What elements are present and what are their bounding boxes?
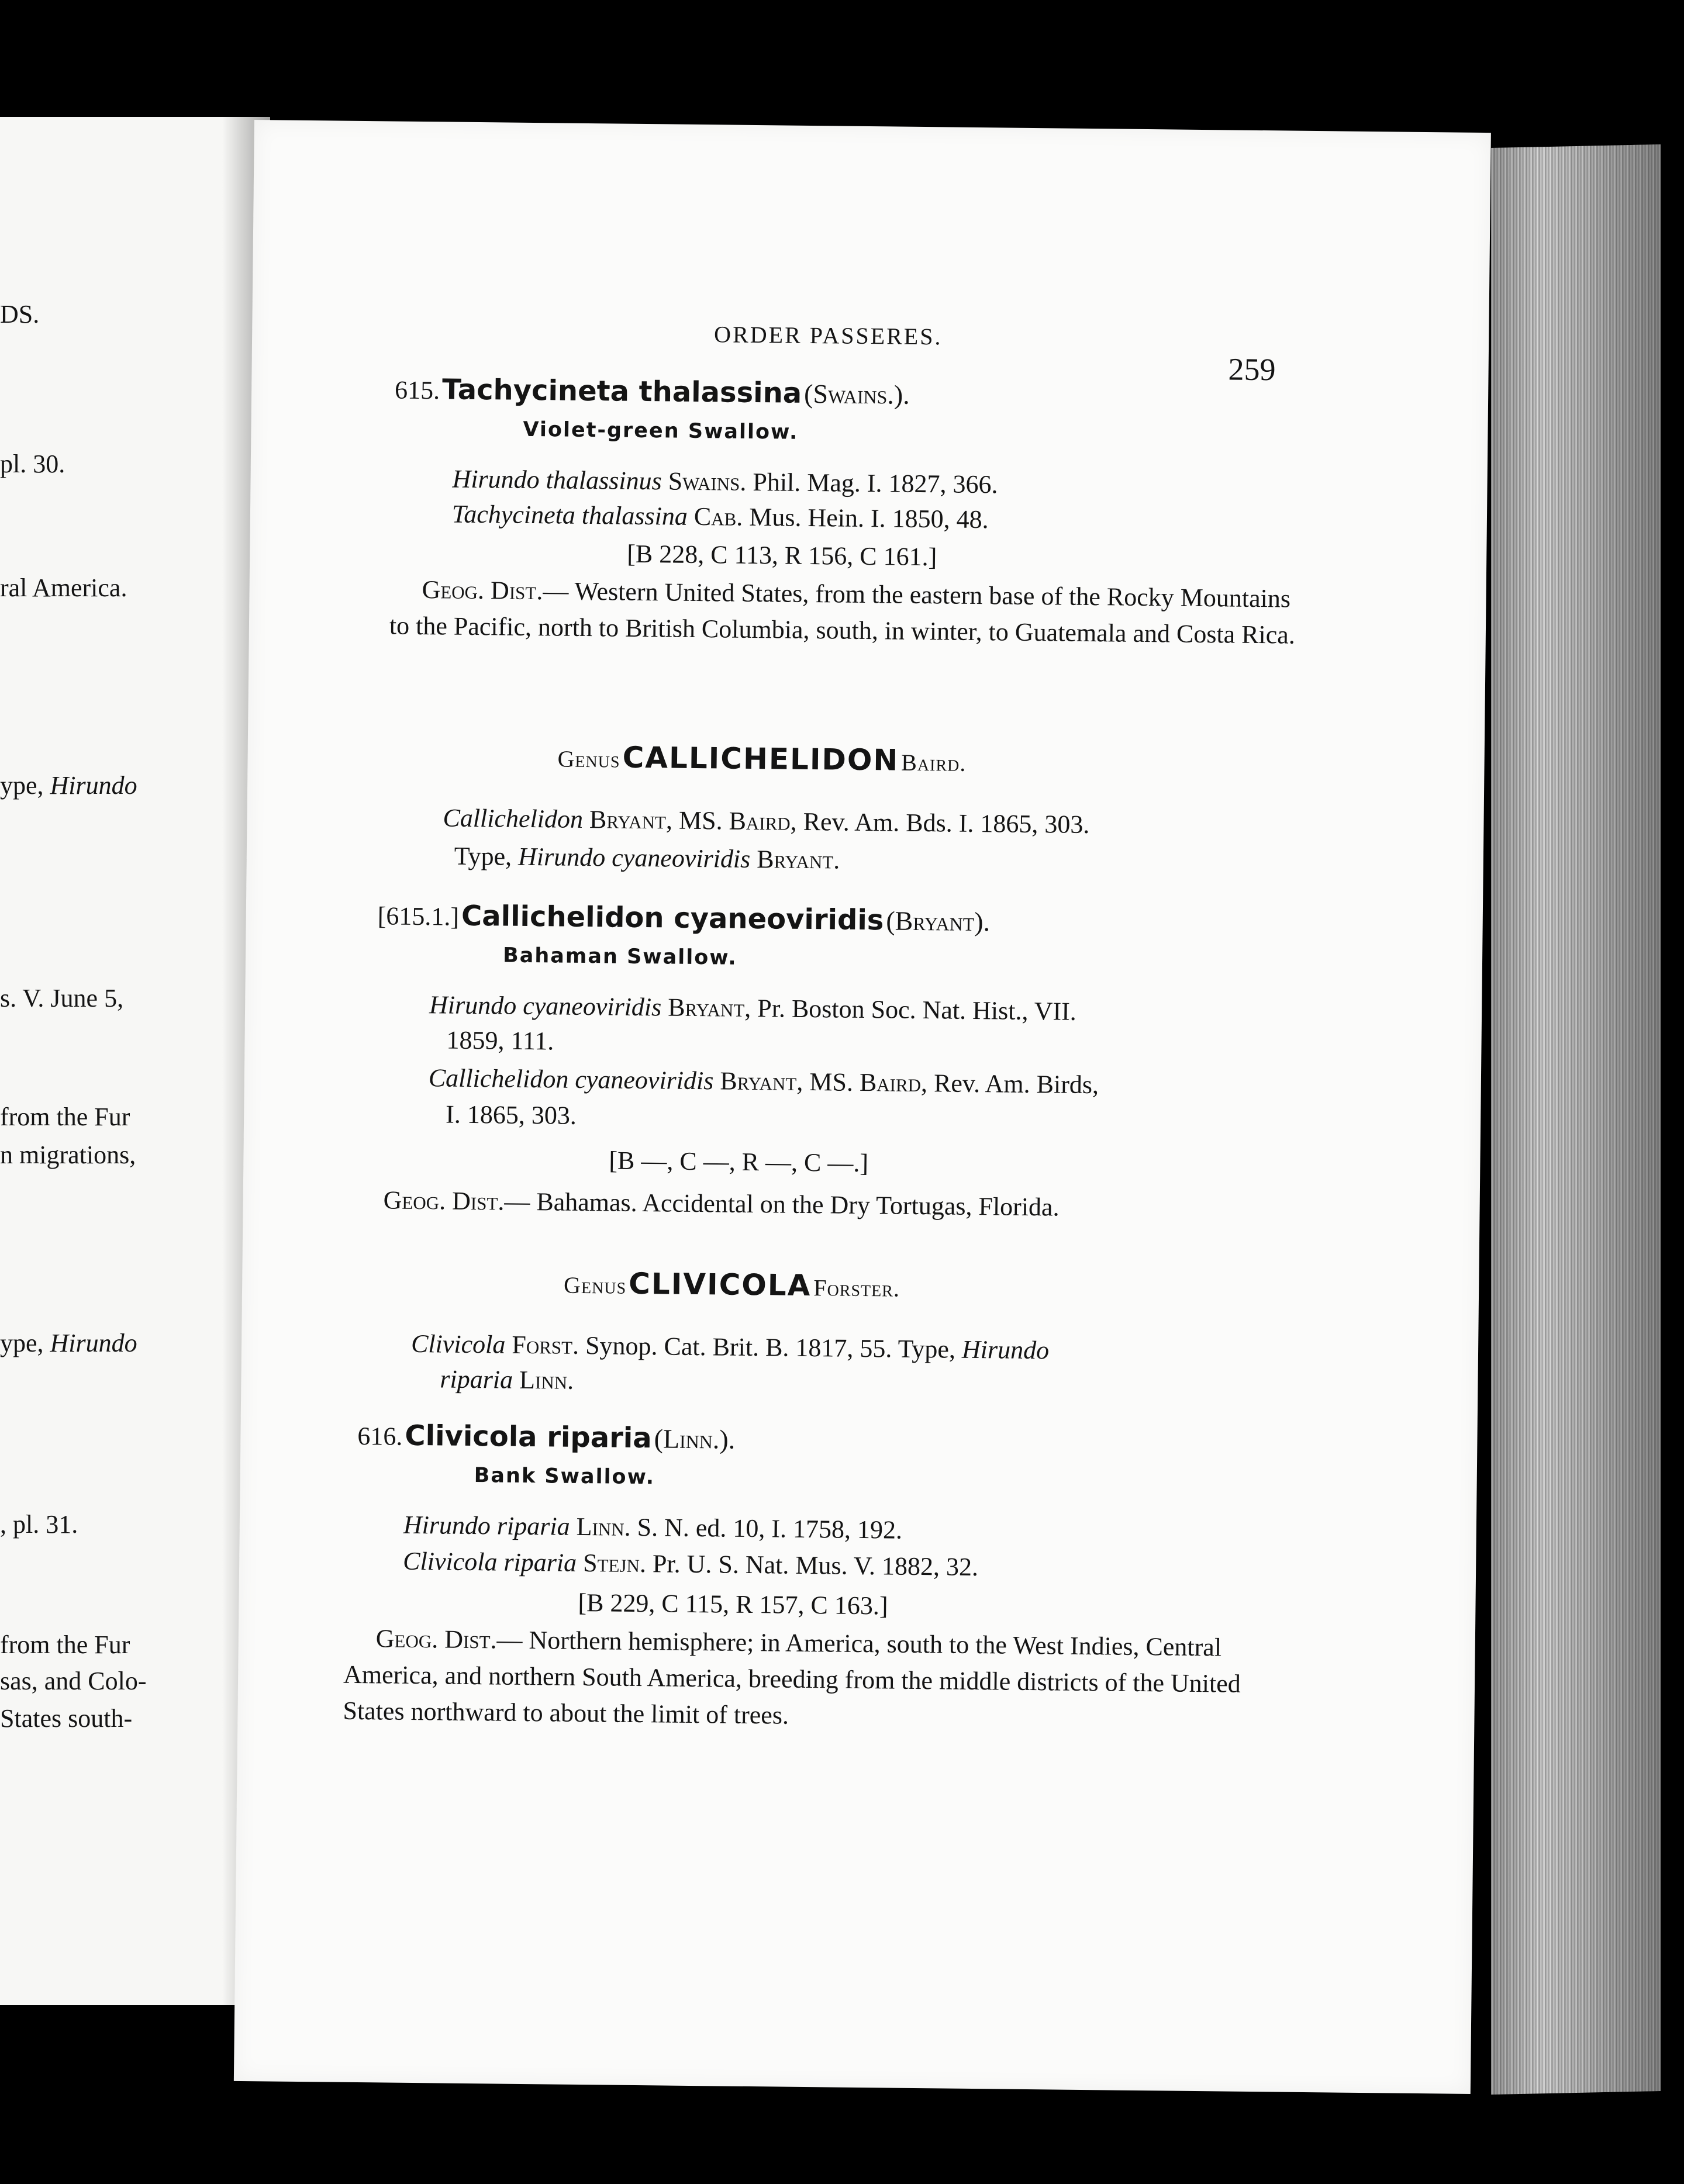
synonym-citation: Pr. Boston Soc. Nat. Hist., VII. [757,994,1077,1026]
genus-type-label: Type, [454,841,519,871]
genus-citation-author: Baird, [729,806,797,836]
synonym-line [429,1063,1099,1100]
left-fragment: States south- [0,1704,133,1733]
genus-label: Genus [563,1271,627,1299]
genus-citation-text: MS. [678,806,723,835]
genus-citation-continuation [440,1364,574,1395]
left-fragment: pl. 30. [0,450,65,478]
synonym-line [452,499,989,535]
genus-citation-author: Forst. [512,1330,579,1360]
genus-name: CALLICHELIDON [622,740,899,777]
left-fragment: from the Fur [0,1103,130,1131]
species-number: 616. [357,1421,403,1451]
synonym-citation: S. N. ed. 10, I. 1758, 192. [637,1512,903,1544]
synonym-author: Swains. [668,466,747,496]
synonym-author: Bryant, [720,1066,803,1096]
species-name: Callichelidon cyaneoviridis [461,899,884,937]
running-head: ORDER PASSERES. [713,321,943,350]
page-edges [1491,144,1661,2095]
synonym-citation: MS. [809,1067,854,1097]
synonym-author: Bryant, [668,993,751,1022]
synonym-author: Baird, [859,1067,928,1098]
species-number: [615.1.] [377,901,460,931]
reference-numbers: [B —, C —, R —, C —.] [609,1146,869,1178]
synonym-name: Callichelidon cyaneoviridis [428,1063,714,1096]
geo-label: Geog. Dist. [383,1186,505,1216]
synonym-continuation: I. 1865, 303. [445,1100,577,1130]
left-fragment: s. V. June 5, [0,984,124,1012]
genus-citation-text: Rev. Am. Bds. I. 1865, 303. [803,807,1090,839]
geo-text: — Western United States, from the eastern base of the Rocky Mountains to the Pacific, north to British Columbia, south, in winter, to Guatemala and Costa Rica. [389,576,1296,649]
synonym-name: Clivicola riparia [402,1546,577,1577]
genus-citation-name: Clivicola [410,1329,506,1359]
geo-text: — Bahamas. Accidental on the Dry Tortugas, Florida. [504,1187,1060,1222]
synonym-line [403,1546,978,1582]
synonym-author: Linn. [576,1512,631,1542]
geo-label: Geog. Dist. [375,1624,497,1654]
left-fragment [0,770,137,800]
left-fragment: , pl. 31. [0,1510,78,1539]
geo-text: — Northern hemisphere; in America, south to the West Indies, Central America, and northern South America, breeding from the middle districts of the United States northward to about the limit of trees. [343,1625,1241,1730]
species-name: Tachycineta thalassina [441,373,802,410]
geographic-distribution [383,1182,1319,1228]
synonym-citation: Pr. U. S. Nat. Mus. V. 1882, 32. [652,1549,979,1582]
synonym-author: Cab. [693,502,743,531]
species-name: Clivicola riparia [405,1419,652,1455]
page-edges-shade [1491,144,1661,2095]
genus-label: Genus [557,745,620,773]
species-author: (Swains.). [803,378,910,410]
genus-citation [443,803,1089,839]
synonym-citation: Mus. Hein. I. 1850, 48. [749,502,989,534]
genus-name: CLIVICOLA [628,1266,812,1303]
genus-type-author: Linn. [519,1365,574,1395]
genus-heading-callichelidon [557,739,966,777]
genus-author: Baird. [901,749,967,776]
left-fragment-italic: Hirundo [50,1329,137,1357]
left-fragment-italic: Hirundo [50,771,137,800]
species-heading-615 [395,373,910,411]
genus-citation [411,1329,1050,1365]
synonym-line [452,464,998,500]
geographic-distribution [343,1620,1297,1739]
genus-type-name: riparia [440,1364,513,1394]
genus-citation-author: Bryant, [589,805,673,835]
synonym-name: Hirundo cyaneoviridis [429,990,662,1022]
species-heading-615-1 [377,899,990,938]
species-number: 615. [394,375,440,405]
common-name: Violet-green Swallow. [523,417,799,444]
common-name: Bahaman Swallow. [502,944,737,970]
synonym-citation: Rev. Am. Birds, [933,1069,1099,1100]
species-author: (Bryant). [886,906,991,937]
genus-type-name: Hirundo cyaneoviridis [517,842,751,873]
species-heading-616 [357,1419,735,1456]
synonym-name: Hirundo riparia [403,1510,570,1541]
synonym-author: Stejn. [582,1549,647,1578]
common-name: Bank Swallow. [474,1464,655,1490]
left-fragment: n migrations, [0,1141,136,1169]
genus-author: Forster. [813,1274,900,1302]
geographic-distribution [389,571,1302,653]
left-fragment: ral America. [0,573,127,602]
left-fragment-text: ype, [0,1329,50,1357]
right-page [234,120,1491,2094]
left-fragment: sas, and Colo- [0,1667,147,1695]
genus-type [454,841,840,875]
reference-numbers: [B 229, C 115, R 157, C 163.] [578,1588,888,1620]
synonym-continuation: 1859, 111. [446,1025,554,1056]
synonym-citation: Phil. Mag. I. 1827, 366. [753,467,998,499]
reference-numbers: [B 228, C 113, R 156, C 161.] [627,539,937,572]
left-fragment-text: ype, [0,771,50,800]
synonym-name: Tachycineta thalassina [451,499,688,531]
page-number: 259 [1228,351,1276,388]
geo-label: Geog. Dist. [422,575,543,606]
genus-type-name: Hirundo [961,1335,1050,1365]
genus-citation-name: Callichelidon [443,803,584,834]
left-fragment [0,1328,137,1358]
genus-citation-text: Synop. Cat. Brit. B. 1817, 55. Type, [585,1331,962,1364]
left-fragment: DS. [0,300,40,329]
left-fragment: from the Fur [0,1630,130,1659]
species-author: (Linn.). [654,1423,736,1454]
synonym-line [429,990,1076,1027]
synonym-line [403,1510,903,1545]
genus-type-author: Bryant. [757,845,840,875]
synonym-name: Hirundo thalassinus [452,464,662,496]
genus-heading-clivicola [564,1266,900,1304]
